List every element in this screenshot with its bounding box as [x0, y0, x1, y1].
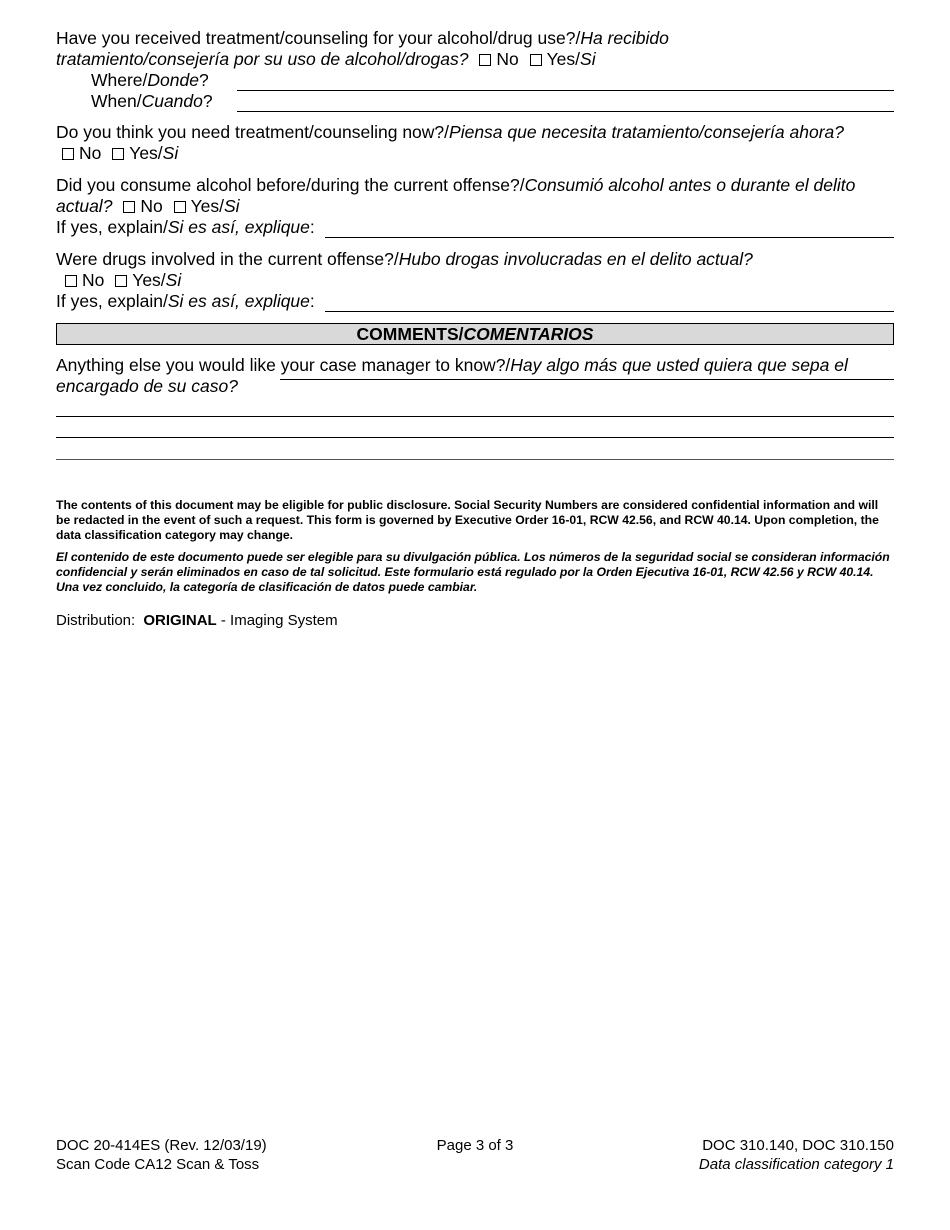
q4-no-checkbox[interactable] [65, 275, 77, 287]
distribution-line [56, 612, 338, 630]
distribution-rest: - Imaging System [220, 612, 338, 629]
q4-text-es: Hubo drogas involucradas en el delito actual? [398, 249, 753, 269]
q3-no-label: No [140, 196, 163, 216]
q2-no-checkbox[interactable] [62, 148, 74, 160]
q1-no-checkbox[interactable] [479, 54, 491, 66]
page-number: Page 3 of 3 [436, 1137, 514, 1154]
q4-text: Were drugs involved in the current offense?/ [56, 249, 399, 269]
q3-explain-label: If yes, explain/Si es así, explique: [56, 217, 315, 237]
where-field[interactable] [237, 75, 894, 91]
q1-yes-label-es: Si [580, 49, 596, 69]
when-field[interactable] [237, 96, 894, 112]
scan-code: Scan Code CA12 Scan & Toss [56, 1155, 260, 1173]
comments-line-2[interactable] [56, 399, 894, 417]
q2-yes-label-es: Si [162, 143, 179, 163]
comments-line-1[interactable] [280, 379, 894, 380]
form-id: DOC 20-414ES (Rev. 12/03/19) [56, 1137, 267, 1154]
question-alcohol-offense [56, 175, 894, 238]
q3-text: Did you consume alcohol before/during the current offense?/ [56, 175, 525, 195]
q4-yes-label-es: Si [165, 270, 182, 290]
distribution-original: ORIGINAL [143, 612, 217, 629]
comments-line-4[interactable] [56, 459, 894, 460]
footer-left [56, 1137, 267, 1174]
q4-explain-field[interactable] [325, 296, 894, 312]
q4-yes-checkbox[interactable] [115, 275, 127, 287]
footer-right [699, 1137, 894, 1174]
q3-yes-checkbox[interactable] [174, 201, 186, 213]
q4-no-label: No [82, 270, 105, 290]
when-label: When/Cuando? [91, 91, 213, 111]
comments-line-3[interactable] [56, 420, 894, 438]
question-treatment-needed [56, 122, 856, 164]
q1-yes-checkbox[interactable] [530, 54, 542, 66]
q3-yes-label: Yes/ [190, 196, 224, 216]
q3-explain-field[interactable] [325, 222, 894, 238]
q2-no-label: No [79, 143, 102, 163]
page-footer [56, 1137, 894, 1174]
q3-yes-label-es: Si [223, 196, 240, 216]
data-classification: Data classification category 1 [698, 1155, 894, 1173]
legal-notice-english: The contents of this document may be eligible for public disclosure. Social Security Numbers are considered confidential information and will be redacted in the event of such a request. This form is governed by Executive Order 16-01, RCW 42.56, and RCW 40.14. Upon completion, the data classification category may change. [56, 498, 879, 542]
q1-text: Have you received treatment/counseling for your alcohol/drug use?/ [56, 28, 581, 48]
comments-header: COMMENTS/COMENTARIOS [56, 323, 894, 345]
q1-text-es: Ha recibido tratamiento/consejería por su uso de alcohol/drogas? [56, 28, 669, 69]
question-treatment-received [56, 28, 894, 112]
q1-yes-label: Yes/ [546, 49, 581, 69]
q4-yes-label: Yes/ [132, 270, 166, 290]
q1-no-label: No [496, 49, 519, 69]
comments-question-es: Hay algo más que usted quiera que sepa el encargado de su caso? [56, 355, 848, 396]
legal-notice-spanish: El contenido de este documento puede ser elegible para su divulgación pública. Los números de la seguridad social se consideran información confidencial y serán eliminados en caso de tal solicitud. Este formulario está regulado por la Orden Ejecutiva 16-01, RCW 42.56 y RCW 40.14. Una vez concluido, la categoría de clasificación de datos puede cambiar. [56, 550, 890, 594]
policy-refs: DOC 310.140, DOC 310.150 [702, 1137, 894, 1154]
q3-no-checkbox[interactable] [123, 201, 135, 213]
distribution-label: Distribution: [56, 612, 136, 629]
comments-question: Anything else you would like your case manager to know?/ [56, 355, 511, 375]
where-label: Where/Donde? [91, 70, 209, 90]
comments-section [56, 355, 894, 397]
q2-text-es: Piensa que necesita tratamiento/consejería ahora? [449, 122, 845, 142]
q3-text-es: Consumió alcohol antes o durante el delito actual? [56, 175, 856, 216]
q2-yes-checkbox[interactable] [112, 148, 124, 160]
question-drugs-offense [56, 249, 894, 312]
q2-yes-label: Yes/ [129, 143, 163, 163]
q4-explain-label: If yes, explain/Si es así, explique: [56, 291, 315, 311]
q2-text: Do you think you need treatment/counseling now?/ [56, 122, 450, 142]
